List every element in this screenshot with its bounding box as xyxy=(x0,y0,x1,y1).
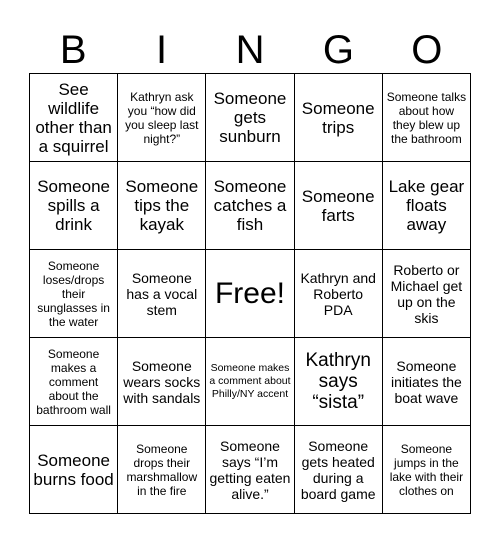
bingo-cell-r2c1[interactable] xyxy=(30,162,118,250)
bingo-cell-r1c4[interactable] xyxy=(295,74,383,162)
header-letter-g: G xyxy=(322,28,354,72)
bingo-cell-r4c3[interactable] xyxy=(206,338,294,426)
bingo-cell-r2c5[interactable] xyxy=(383,162,471,250)
bingo-cell-text: Someone makes a comment about Philly/NY accent xyxy=(209,362,291,400)
bingo-cell-text: Someone tips the kayak xyxy=(125,177,199,234)
header-letter-i: I xyxy=(156,28,168,72)
bingo-cell-r3c4[interactable] xyxy=(295,250,383,338)
bingo-cell-text: Kathryn and Roberto PDA xyxy=(300,269,376,318)
bingo-cell-text: Roberto or Michael get up on the skis xyxy=(390,261,463,326)
bingo-grid xyxy=(29,73,471,514)
bingo-cell-r5c3[interactable] xyxy=(206,426,294,514)
bingo-cell-r4c2[interactable] xyxy=(118,338,206,426)
bingo-cell-r3c5[interactable] xyxy=(383,250,471,338)
header-letter-n: N xyxy=(235,28,265,72)
bingo-cell-text: Someone burns food xyxy=(33,450,114,489)
bingo-cell-r2c2[interactable] xyxy=(118,162,206,250)
bingo-cell-text: Someone farts xyxy=(301,186,375,225)
bingo-cell-r1c2[interactable] xyxy=(118,74,206,162)
header-letter-b: B xyxy=(59,28,87,72)
bingo-cell-text: Someone gets heated during a board game xyxy=(300,437,376,502)
free-space-text: Free! xyxy=(214,276,285,310)
bingo-cell-r3c1[interactable] xyxy=(30,250,118,338)
bingo-cell-r2c3[interactable] xyxy=(206,162,294,250)
bingo-cell-r5c5[interactable] xyxy=(383,426,471,514)
bingo-cell-text: Someone gets sunburn xyxy=(213,89,287,146)
bingo-cell-r1c1[interactable] xyxy=(30,74,118,162)
bingo-cell-text: Someone spills a drink xyxy=(37,177,110,234)
bingo-cell-r4c5[interactable] xyxy=(383,338,471,426)
bingo-cell-text: Lake gear floats away xyxy=(388,177,465,234)
bingo-cell-r5c1[interactable] xyxy=(30,426,118,514)
bingo-cell-text: Someone loses/drops their sunglasses in the water xyxy=(37,258,110,329)
bingo-cell-r3c2[interactable] xyxy=(118,250,206,338)
bingo-cell-text: See wildlife other than a squirrel xyxy=(35,79,112,156)
bingo-cell-text: Someone wears socks with sandals xyxy=(123,357,201,406)
bingo-cell-r2c4[interactable] xyxy=(295,162,383,250)
bingo-cell-r1c3[interactable] xyxy=(206,74,294,162)
bingo-cell-r4c4[interactable] xyxy=(295,338,383,426)
bingo-cell-text: Someone has a vocal stem xyxy=(126,269,198,318)
bingo-cell-r5c2[interactable] xyxy=(118,426,206,514)
bingo-cell-text: Someone drops their marshmallow in the fire xyxy=(126,441,198,498)
bingo-cell-r5c4[interactable] xyxy=(295,426,383,514)
bingo-cell-text: Someone makes a comment about the bathroom wall xyxy=(36,346,111,417)
bingo-cell-r1c5[interactable] xyxy=(383,74,471,162)
bingo-cell-text: Kathryn ask you “how did you sleep last night?” xyxy=(125,89,199,146)
bingo-cell-text: Someone initiates the boat wave xyxy=(390,357,462,406)
bingo-header xyxy=(29,26,471,74)
bingo-cell-text: Someone catches a fish xyxy=(213,177,287,234)
bingo-cell-text: Someone jumps in the lake with their clothes on xyxy=(389,441,464,498)
bingo-cell-text: Someone talks about how they blew up the bathroom xyxy=(386,89,467,146)
bingo-cell-r4c1[interactable] xyxy=(30,338,118,426)
bingo-cell-text: Someone says “I’m getting eaten alive.” xyxy=(209,437,291,502)
header-letter-o: O xyxy=(411,28,443,72)
bingo-cell-text: Someone trips xyxy=(301,98,375,137)
bingo-cell-text: Kathryn says “sista” xyxy=(305,350,371,413)
bingo-cell-free[interactable] xyxy=(206,250,294,338)
